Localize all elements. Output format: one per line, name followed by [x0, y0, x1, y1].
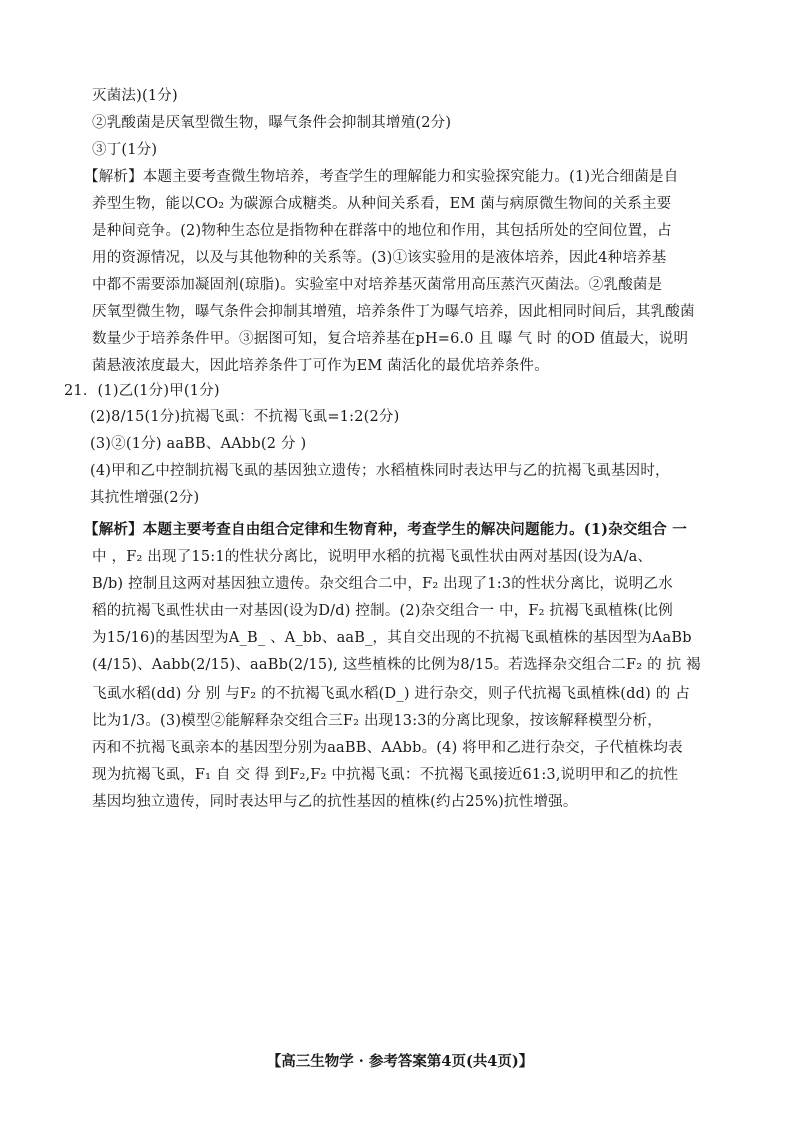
analysis-paragraph-line: 【解析】本题主要考查自由组合定律和生物育种，考查学生的解决问题能力。(1)杂交组合 一 [84, 521, 687, 538]
text-line: ②乳酸菌是厌氧型微生物，曝气条件会抑制其增殖(2分) [92, 115, 452, 131]
text-line: 用的资源情况，以及与其他物种的关系等。(3)①该实验用的是液体培养，因此4种培养基 [92, 250, 667, 266]
text-line: ③丁(1分) [92, 142, 158, 158]
text-line: 丙和不抗褐飞虱亲本的基因型分别为aaBB、AAbb。(4) 将甲和乙进行杂交，子代植株均表 [92, 740, 683, 756]
text-line: 比为1/3。(3)模型②能解释杂交组合三F₂ 出现13:3的分离比现象，按该解释模型分析， [92, 713, 662, 729]
text-line: 为15/16)的基因型为A_B_ 、A_bb、aaB_，其自交出现的不抗褐飞虱植株的基因型为AaBb [92, 630, 692, 646]
analysis-paragraph-line: 【解析】本题主要考查微生物培养，考查学生的理解能力和实验探究能力。(1)光合细菌是自 [84, 169, 679, 185]
text-line: 养型生物，能以CO₂ 为碳源合成糖类。从种间关系看，EM 菌与病原微生物间的关系主要 [92, 196, 672, 212]
text-line: (3)②(1分) aaBB、AAbb(2 分 ) [90, 436, 307, 452]
text-line: (2)8/15(1分)抗褐飞虱：不抗褐飞虱=1:2(2分) [90, 409, 400, 425]
text-line: 厌氧型微生物，曝气条件会抑制其增殖，培养条件丁为曝气培养，因此相同时间后，其乳酸菌 [92, 304, 695, 320]
text-line: 现为抗褐飞虱，F₁ 自 交 得 到F₂,F₂ 中抗褐飞虱：不抗褐飞虱接近61:3,说明甲和乙的抗性 [92, 767, 679, 783]
text-line: B/b) 控制且这两对基因独立遗传。杂交组合二中，F₂ 出现了1:3的性状分离比，说明乙水 [92, 576, 673, 592]
text-line: 其抗性增强(2分) [90, 490, 200, 506]
text-line: 灭菌法)(1分) [92, 88, 178, 104]
text-line: 稻的抗褐飞虱性状由一对基因(设为D/d) 控制。(2)杂交组合一 中，F₂ 抗褐飞虱植株(比例 [92, 603, 673, 619]
question-21-line: 21．(1)乙(1分)甲(1分) [64, 383, 220, 399]
text-line: 基因均独立遗传，同时表达甲与乙的抗性基因的植株(约占25%)抗性增强。 [92, 794, 578, 810]
text-line: 菌悬液浓度最大，因此培养条件丁可作为EM 菌活化的最优培养条件。 [92, 358, 549, 374]
text-line: 数量少于培养条件甲。③据图可知，复合培养基在pH=6.0 且 曝 气 时 的OD 值最大，说明 [92, 331, 689, 347]
text-line: 飞虱水稻(dd) 分 别 与F₂ 的不抗褐飞虱水稻(D_) 进行杂交，则子代抗褐飞虱植株(dd) 的 占 [92, 686, 690, 702]
text-line: 中都不需要添加凝固剂(琼脂)。实验室中对培养基灭菌常用高压蒸汽灭菌法。②乳酸菌是 [92, 277, 663, 293]
text-line: 中 ，F₂ 出现了15:1的性状分离比，说明甲水稻的抗褐飞虱性状由两对基因(设为A/a、 [92, 549, 653, 565]
text-line: (4/15)、Aabb(2/15)、aaBb(2/15), 这些植株的比例为8/15。若选择杂交组合二F₂ 的 抗 褐 [92, 657, 701, 673]
text-line: (4)甲和乙中控制抗褐飞虱的基因独立遗传；水稻植株同时表达甲与乙的抗褐飞虱基因时， [90, 463, 670, 479]
text-line: 是种间竞争。(2)物种生态位是指物种在群落中的地位和作用，其包括所处的空间位置，占 [92, 223, 672, 239]
page-footer: 【高三生物学 · 参考答案第4页(共4页)】 [266, 1053, 534, 1070]
